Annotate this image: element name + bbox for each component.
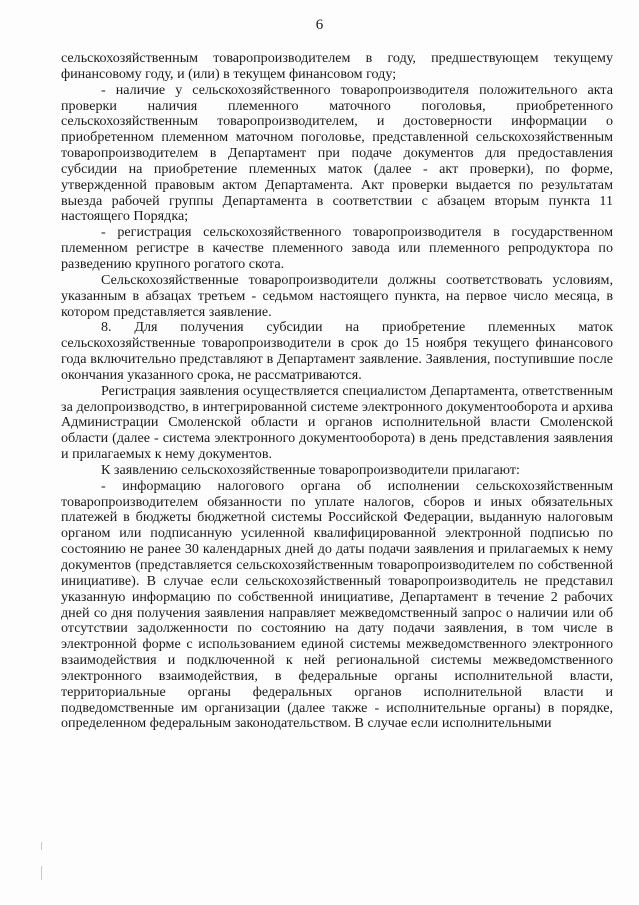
paragraph-clause-8: 8. Для получения субсидии на приобретение племенных маток сельскохозяйственные товаропроизводители в срок до 15 ноября текущего финансового года включительно представляют в Департамент заявление. Заявления, поступившие после окончания указанного срока, не рассматриваются.	[61, 319, 613, 383]
paragraph-tax-information: - информацию налогового органа об исполнении сельскохозяйственным товаропроизводителем обязанности по уплате налогов, сборов и иных обязательных платежей в бюджеты бюджетной системы Российской Федерации, выданную налоговым органом или подписанную усиленной квалифицированной электронной подписью по состоянию не ранее 30 календарных дней до даты подачи заявления и прилагаемых к нему документов (представляется сельскохозяйственным товаропроизводителем по собственной инициативе). В случае если сельскохозяйственный товаропроизводитель не представил указанную информацию по собственной инициативе, Департамент в течение 2 рабочих дней со дня получения заявления направляет межведомственный запрос о наличии или об отсутствии задолженности по состоянию на дату подачи заявления, в том числе в электронной форме с использованием единой системы межведомственного электронного взаимодействия и подключенной к ней региональной системы межведомственного электронного взаимодействия, в федеральные органы исполнительной власти, территориальные органы федеральных органов исполнительной власти и подведомственные им организации (далее также - исполнительные органы) в порядке, определенном федеральным законодательством. В случае если исполнительными	[61, 477, 613, 732]
scan-mark-left-top	[41, 842, 42, 850]
paragraph-registration: Регистрация заявления осуществляется специалистом Департамента, ответственным за делопроизводство, в интегрированной системе электронного документооборота и архива Администрации Смоленской области и органов исполнительной власти Смоленской области (далее - система электронного документооборота) в день представления заявления и прилагаемых к нему документов.	[61, 382, 613, 463]
scan-mark-left-bottom	[41, 866, 42, 880]
page-number: 6	[315, 17, 324, 33]
paragraph-continuation: сельскохозяйственным товаропроизводителем в году, предшествующем текущему финансовому году, и (или) в текущем финансовом году;	[61, 50, 613, 82]
paragraph-breeding-registry: - регистрация сельскохозяйственного товаропроизводителя в государственном племенном регистре в качестве племенного завода или племенного репродуктора по разведению крупного рогатого скота.	[61, 224, 613, 272]
paragraph-act-of-inspection: - наличие у сельскохозяйственного товаропроизводителя положительного акта проверки наличия племенного маточного поголовья, приобретенного сельскохозяйственным товаропроизводителем, и достоверности информации о приобретенном племенном маточном поголовье, представленной сельскохозяйственным товаропроизводителем в Департамент при подаче документов для предоставления субсидии на приобретение племенных маток (далее - акт проверки), по форме, утвержденной правовым актом Департамента. Акт проверки выдается по результатам выезда рабочей группы Департамента в соответствии с абзацем вторым пункта 11 настоящего Порядка;	[61, 81, 613, 225]
paragraph-conditions: Сельскохозяйственные товаропроизводители должны соответствовать условиям, указанным в абзацах третьем - седьмом настоящего пункта, на первое число месяца, в котором представляется заявление.	[61, 271, 613, 320]
paragraph-attachments-intro: К заявлению сельскохозяйственные товаропроизводители прилагают:	[101, 461, 520, 478]
document-body	[61, 51, 613, 732]
